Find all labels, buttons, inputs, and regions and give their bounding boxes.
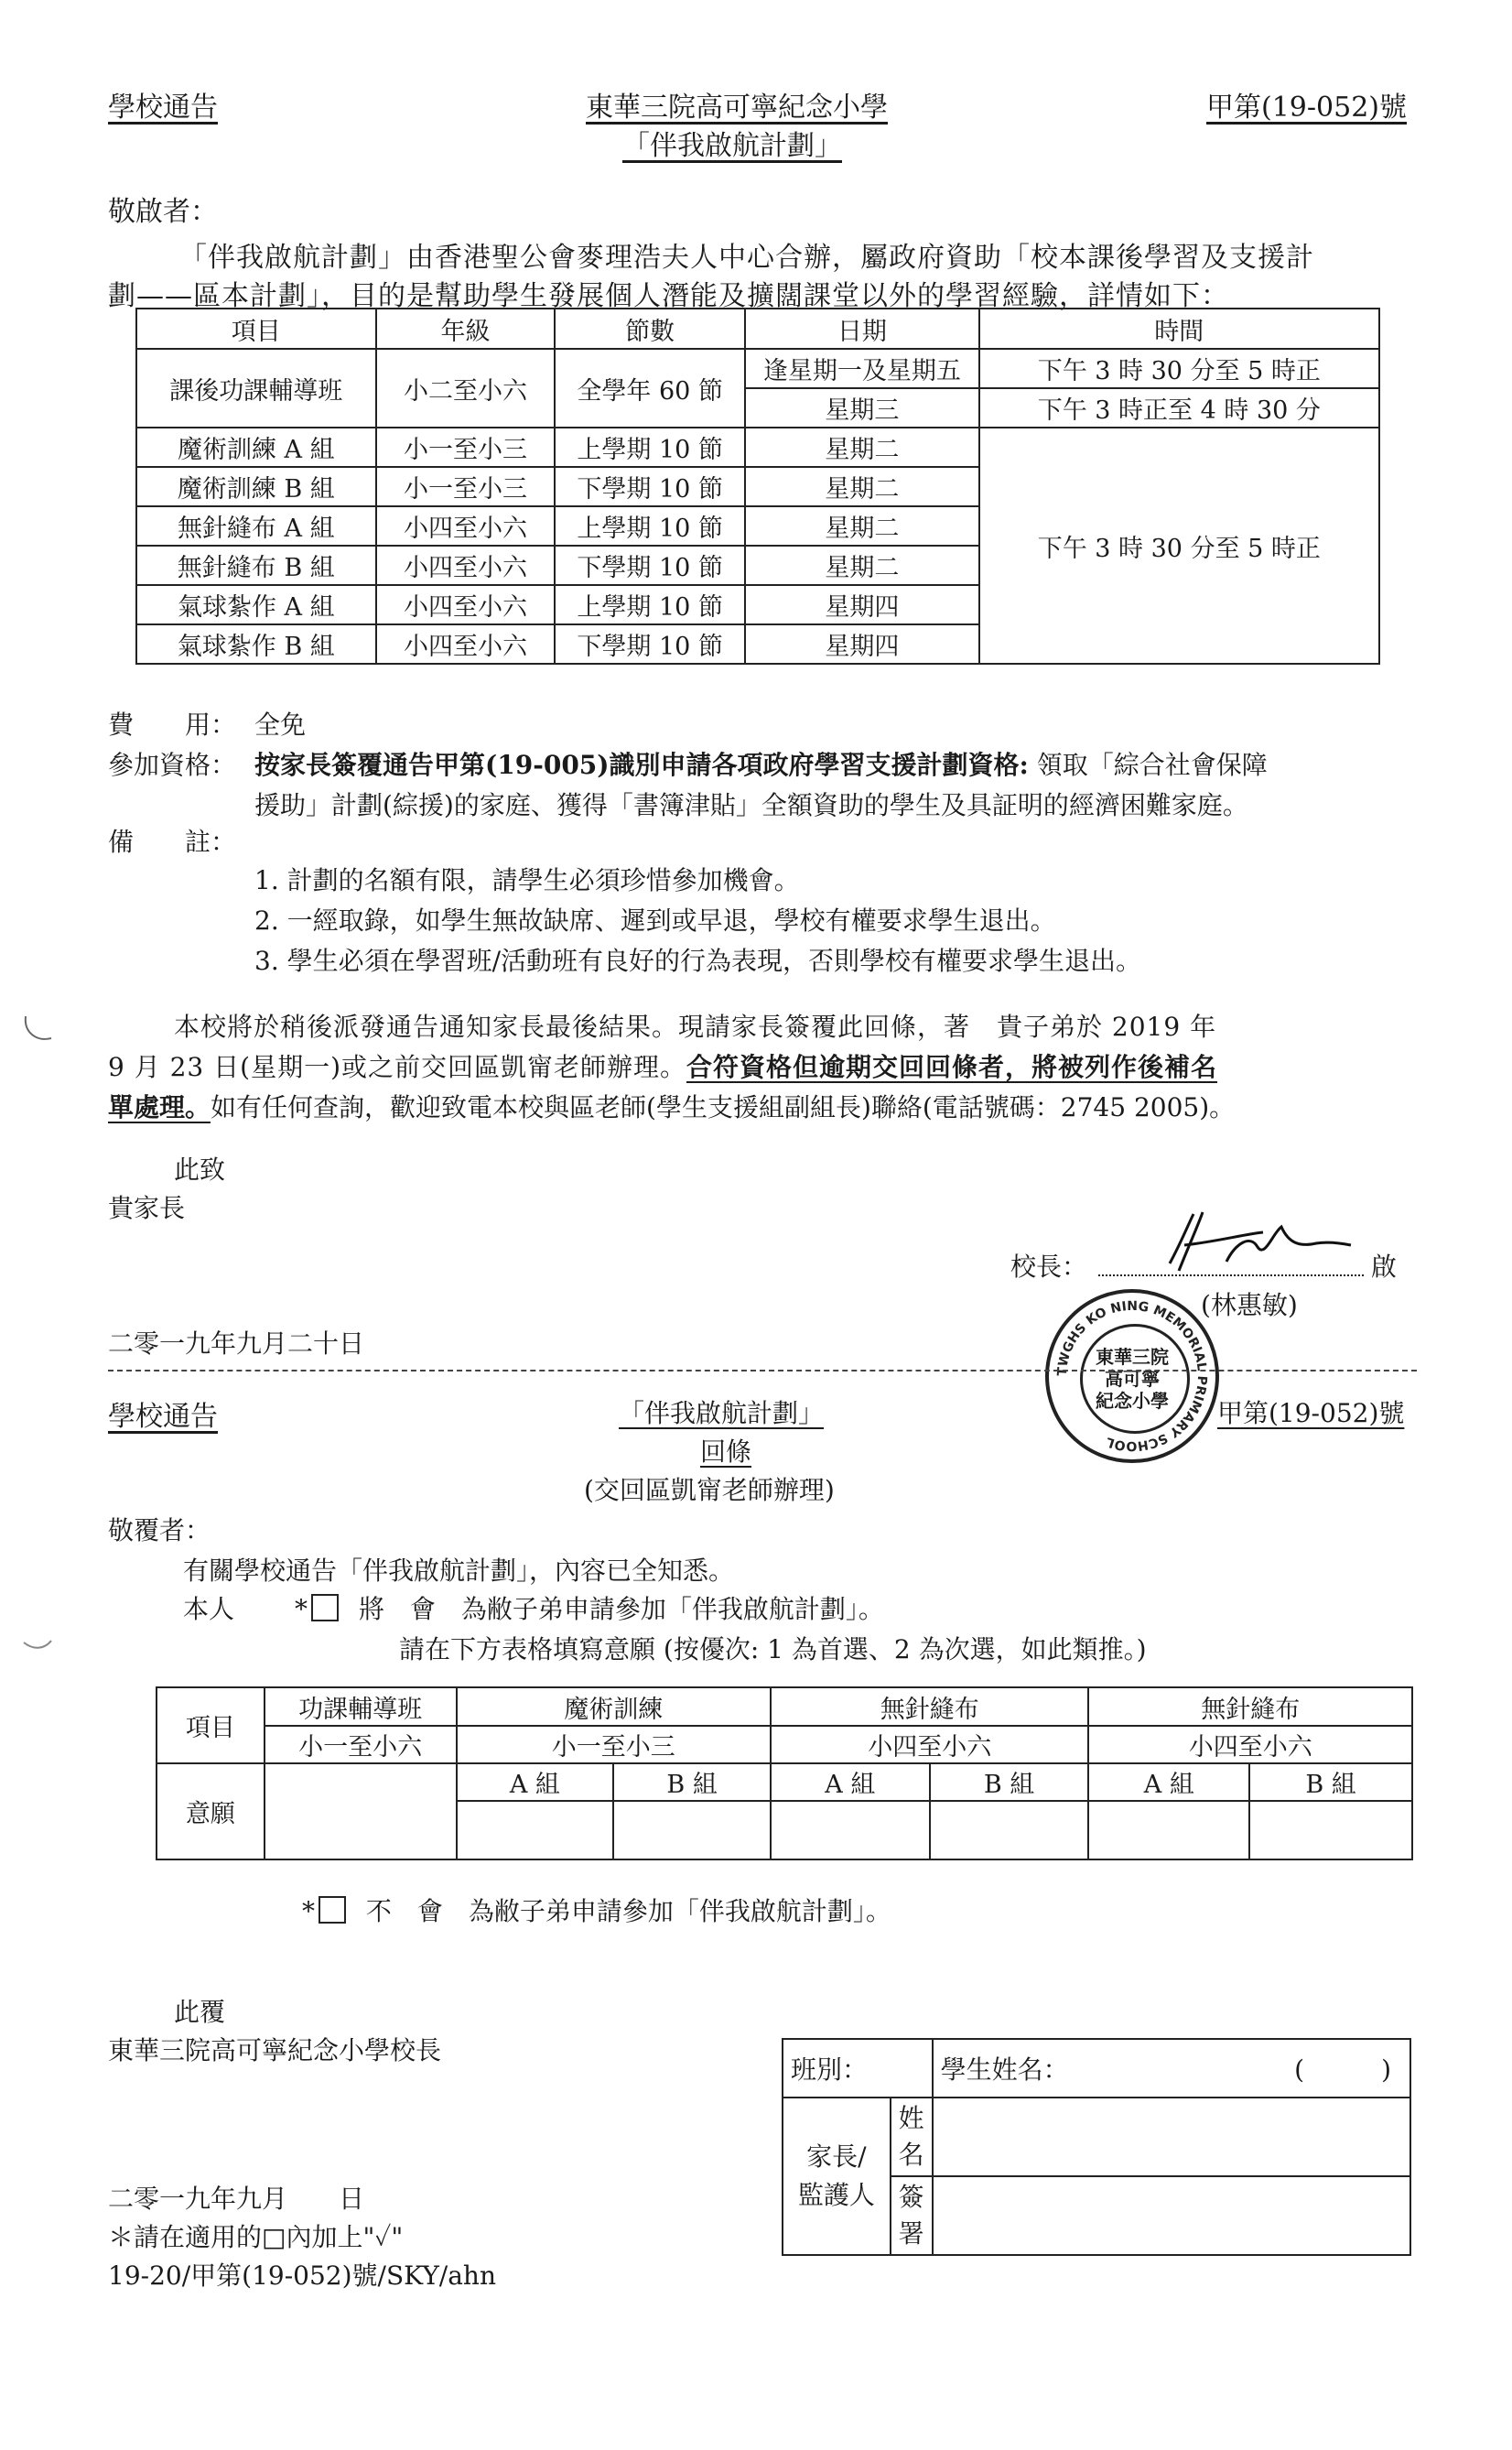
cell-item: 無針縫布 B 組 — [136, 546, 376, 585]
eligibility-rest: 領取「綜合社會保障 — [1028, 750, 1268, 780]
punch-hole-mark — [20, 1630, 57, 1657]
cell-sessions: 全學年 60 節 — [555, 349, 745, 428]
intro-line-2: 劃——區本計劃」，目的是幫助學生發展個人潛能及擴闊課堂以外的學習經驗，詳情如下： — [108, 280, 1229, 312]
star-mark: * — [302, 1896, 315, 1926]
reply-date: 二零一九年九月 日 — [108, 2184, 365, 2214]
sign-label-2: 署 — [898, 2218, 924, 2249]
school-name: 東華三院高可寧紀念小學 — [586, 92, 888, 124]
notice-deadline: 9 月 23 日(星期一)或之前交回區凱甯老師辦理。 — [108, 1052, 686, 1082]
tear-off-line — [108, 1370, 1417, 1371]
cell-grade: 小四至小六 — [376, 506, 556, 546]
student-name-label: 學生姓名： — [940, 2054, 1069, 2085]
reply-program: 「伴我啟航計劃」 — [619, 1398, 825, 1428]
class-label: 班別： — [791, 2054, 869, 2085]
notice-line-2 — [108, 1047, 1217, 1084]
pref-grade: 小四至小六 — [1088, 1726, 1412, 1763]
header-item: 項目 — [136, 309, 376, 349]
remark-item: 1. 計劃的名額有限，請學生必須珍惜參加機會。 — [254, 865, 800, 895]
reference-number: 甲第(19-052)號 — [1206, 92, 1407, 124]
cell-time-merged: 下午 3 時 30 分至 5 時正 — [979, 428, 1379, 664]
reply-closing-1: 此覆 — [174, 1997, 226, 2027]
cell-date: 星期二 — [745, 428, 979, 467]
notice-warning: 合符資格但逾期交回回條者，將被列作後補名 — [686, 1052, 1218, 1082]
pref-group-label: B 組 — [930, 1763, 1089, 1801]
pref-input-magic-b[interactable] — [613, 1801, 771, 1859]
student-name-field[interactable] — [933, 2039, 1410, 2098]
pref-input-sewing2-a[interactable] — [1088, 1801, 1249, 1859]
cell-date: 逢星期一及星期五 — [745, 349, 979, 388]
cell-item: 氣球紮作 B 組 — [136, 624, 376, 664]
eligibility-bold: 按家長簽覆通告甲第(19-005)識別申請各項政府學習支援計劃資格: — [254, 750, 1029, 780]
cell-sessions: 下學期 10 節 — [555, 624, 745, 664]
pref-col-magic: 魔術訓練 — [457, 1687, 771, 1726]
notice-type: 學校通告 — [108, 92, 218, 124]
header-grade: 年級 — [376, 309, 556, 349]
principal-suffix: 啟 — [1371, 1252, 1398, 1282]
closing-line-1: 此致 — [174, 1155, 226, 1185]
pref-col-sewing: 無針縫布 — [771, 1687, 1088, 1726]
cell-sessions: 上學期 10 節 — [555, 506, 745, 546]
principal-signature — [1162, 1207, 1355, 1280]
pref-input-sewing2-b[interactable] — [1249, 1801, 1412, 1859]
cell-item: 無針縫布 A 組 — [136, 506, 376, 546]
remarks-label: 備 註： — [108, 827, 237, 857]
cell-item: 魔術訓練 B 組 — [136, 467, 376, 506]
guardian-label-2: 監護人 — [797, 2180, 875, 2210]
cell-sessions: 上學期 10 節 — [555, 585, 745, 624]
notice-warning-end: 單處理。 — [108, 1092, 211, 1122]
fees-label: 費 用： — [108, 710, 237, 740]
program-title: 「伴我啟航計劃」 — [622, 130, 842, 162]
cell-date: 星期四 — [745, 624, 979, 664]
header-date: 日期 — [745, 309, 979, 349]
pref-group-label: A 組 — [771, 1763, 930, 1801]
cell-date: 星期二 — [745, 546, 979, 585]
cell-grade: 小四至小六 — [376, 624, 556, 664]
reply-notice-type: 學校通告 — [108, 1401, 218, 1433]
header-time: 時間 — [979, 309, 1379, 349]
cell-sessions: 下學期 10 節 — [555, 546, 745, 585]
guardian-name-field[interactable] — [933, 2098, 1410, 2176]
reply-title: 回條 — [700, 1436, 752, 1467]
pref-header-wish: 意願 — [157, 1763, 265, 1859]
reply-self: 本人 — [183, 1594, 235, 1624]
star-mark: * — [295, 1594, 308, 1624]
guardian-label-1: 家長/ — [806, 2141, 867, 2172]
pref-grade: 小一至小六 — [265, 1726, 457, 1763]
name-label-2: 名 — [898, 2140, 924, 2170]
pref-col-sewing-2: 無針縫布 — [1088, 1687, 1412, 1726]
will-apply-checkbox[interactable] — [311, 1594, 339, 1621]
reply-closing-2: 東華三院高可寧紀念小學校長 — [108, 2035, 442, 2065]
remark-item: 3. 學生必須在學習班/活動班有良好的行為表現，否則學校有權要求學生退出。 — [254, 946, 1142, 976]
reply-subtitle: (交回區凱甯老師辦理) — [584, 1475, 835, 1505]
closing-line-2: 貴家長 — [108, 1193, 186, 1223]
signature-form — [782, 2038, 1411, 2256]
pref-input-sewing-b[interactable] — [930, 1801, 1089, 1859]
wont-apply-label: 不 會 為敝子弟申請參加「伴我啟航計劃」。 — [365, 1896, 891, 1926]
intro-line-1: 「伴我啟航計劃」由香港聖公會麥理浩夫人中心合辦，屬政府資助「校本課後學習及支援計 — [179, 242, 1314, 274]
preference-table — [156, 1686, 1413, 1860]
guardian-label-cell — [783, 2098, 891, 2255]
notice-contact: 如有任何查詢，歡迎致電本校與區老師(學生支援組副組長)聯絡(電話號碼：2745 2005)。 — [211, 1092, 1236, 1122]
cell-date: 星期四 — [745, 585, 979, 624]
header-sessions: 節數 — [555, 309, 745, 349]
cell-item: 課後功課輔導班 — [136, 349, 376, 428]
pref-input-sewing-a[interactable] — [771, 1801, 930, 1859]
cell-grade: 小一至小三 — [376, 428, 556, 467]
table-row — [136, 428, 1379, 467]
schedule-table — [135, 308, 1380, 665]
name-label-1: 姓 — [898, 2103, 924, 2133]
punch-hole-mark — [20, 1011, 57, 1047]
cell-sessions: 上學期 10 節 — [555, 428, 745, 467]
wont-apply-option — [302, 1892, 891, 1928]
principal-label: 校長： — [1010, 1252, 1088, 1282]
school-seal — [1045, 1289, 1219, 1463]
cell-time: 下午 3 時 30 分至 5 時正 — [979, 349, 1379, 388]
will-apply-label: 將 會 為敝子弟申請參加「伴我啟航計劃」。 — [358, 1594, 884, 1624]
table-row — [136, 349, 1379, 388]
sign-label-cell — [891, 2176, 933, 2255]
pref-input-magic-a[interactable] — [457, 1801, 614, 1859]
class-field[interactable] — [783, 2039, 933, 2098]
eligibility-label: 參加資格： — [108, 750, 237, 780]
sign-label-1: 簽 — [898, 2182, 924, 2212]
pref-group-label: B 組 — [613, 1763, 771, 1801]
cell-grade: 小一至小三 — [376, 467, 556, 506]
remark-item: 2. 一經取錄，如學生無故缺席、遲到或早退，學校有權要求學生退出。 — [254, 905, 1056, 936]
seal-center-text: 東華三院 高可寧 紀念小學 — [1096, 1346, 1169, 1412]
notice-line-1: 本校將於稍後派發通告通知家長最後結果。現請家長簽覆此回條，著 貴子弟於 2019 年 — [174, 1012, 1217, 1042]
name-label-cell — [891, 2098, 933, 2176]
cell-date: 星期三 — [745, 388, 979, 428]
reply-acknowledge: 有關學校通告「伴我啟航計劃」，內容已全知悉。 — [183, 1556, 735, 1586]
cell-sessions: 下學期 10 節 — [555, 467, 745, 506]
eligibility-line-2: 援助」計劃(綜援)的家庭、獲得「書簿津貼」全額資助的學生及具証明的經濟困難家庭。 — [254, 790, 1248, 820]
salutation: 敬啟者： — [108, 196, 218, 228]
seal-ring-text — [1049, 1293, 1215, 1459]
pref-grade: 小一至小三 — [457, 1726, 771, 1763]
pref-header-item: 項目 — [157, 1687, 265, 1763]
checkbox-note: ＊請在適用的□內加上"✓" — [108, 2222, 404, 2252]
cell-item: 氣球紮作 A 組 — [136, 585, 376, 624]
cell-grade: 小四至小六 — [376, 546, 556, 585]
pref-group-label: A 組 — [1088, 1763, 1249, 1801]
reply-reference: 甲第(19-052)號 — [1217, 1398, 1405, 1428]
fees-value: 全免 — [254, 710, 307, 740]
eligibility-text — [254, 745, 1268, 782]
cell-time: 下午 3 時正至 4 時 30 分 — [979, 388, 1379, 428]
wont-apply-checkbox[interactable] — [319, 1896, 346, 1924]
class-number-paren: ( ) — [1294, 2054, 1391, 2085]
guardian-signature-field[interactable] — [933, 2176, 1410, 2255]
cell-date: 星期二 — [745, 506, 979, 546]
reply-salutation: 敬覆者： — [108, 1515, 211, 1545]
cell-item: 魔術訓練 A 組 — [136, 428, 376, 467]
preference-instruction: 請在下方表格填寫意願 (按優次: 1 為首選、2 為次選，如此類推。) — [399, 1634, 1147, 1664]
pref-group-label: B 組 — [1249, 1763, 1412, 1801]
notice-line-3 — [108, 1088, 1235, 1124]
cell-grade: 小四至小六 — [376, 585, 556, 624]
issue-date: 二零一九年九月二十日 — [108, 1328, 365, 1359]
pref-col-homework: 功課輔導班 — [265, 1687, 457, 1726]
will-apply-option — [295, 1589, 884, 1626]
document-reference: 19-20/甲第(19-052)號/SKY/ahn — [108, 2260, 496, 2291]
principal-name: (林惠敏) — [1201, 1290, 1298, 1320]
pref-group-label: A 組 — [457, 1763, 614, 1801]
cell-grade: 小二至小六 — [376, 349, 556, 428]
pref-input-homework[interactable] — [265, 1763, 457, 1859]
cell-date: 星期二 — [745, 467, 979, 506]
svg-text:TWGHS KO NING MEMORIAL PRIMARY: TWGHS KO NING MEMORIAL PRIMARY SCHOOL — [1054, 1298, 1210, 1454]
pref-grade: 小四至小六 — [771, 1726, 1088, 1763]
